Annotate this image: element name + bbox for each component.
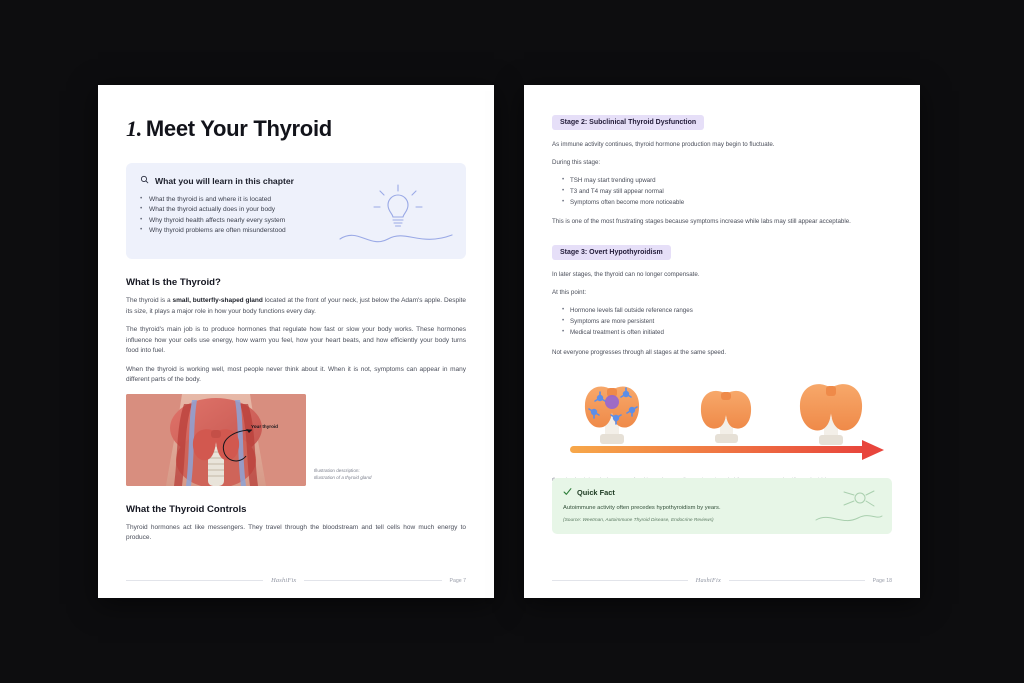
footer-rule (552, 580, 688, 581)
paragraph: The thyroid is a small, butterfly-shaped gland located at the front of your neck, just below the Adam's apple. Despite its size, it plays a major role in how your body functions every day. (126, 297, 467, 315)
list-item: • TSH may start trending upward (562, 176, 892, 187)
page-right-content (524, 85, 920, 598)
paragraph: Not everyone progresses through all stages at the same speed. (552, 348, 727, 356)
list-item: • Why thyroid health affects nearly every system (140, 216, 452, 226)
paragraph: The thyroid's main job is to produce hormones that regulate how fast or slow your body works. These hormones influence how your cells use energy, how warm you feel, how your heart beats, and how efficiently your body turns food into fuel. (126, 326, 466, 355)
callout-your-thyroid: Your thyroid (251, 423, 278, 429)
paragraph: In later stages, the thyroid can no longer compensate. (552, 271, 700, 279)
section-heading-what-the-thyroid-controls: What the Thyroid Controls (126, 503, 247, 515)
three-stages-figure (552, 370, 892, 466)
document-page-left (98, 85, 494, 598)
search-icon (140, 175, 149, 186)
footer-page-number: Page 7 (449, 577, 466, 584)
paragraph: During this stage: (552, 158, 601, 166)
lightbulb-illustration (336, 177, 456, 255)
chapter-title-text: Meet Your Thyroid (145, 116, 332, 141)
list-item: • T3 and T4 may still appear normal (562, 187, 892, 198)
list-item: • What the thyroid is and where it is located (140, 195, 452, 205)
figure-caption-label: Illustration description: (314, 468, 360, 474)
footer-rule (126, 580, 263, 581)
check-icon (563, 487, 572, 498)
quick-fact-title: Quick Fact (577, 487, 615, 497)
chapter-number: 1. (126, 116, 142, 141)
stage-tag-2: Stage 2: Subclinical Thyroid Dysfunction (552, 115, 704, 130)
paragraph: When the thyroid is working well, most people never think about it. When it is not, symptoms can appear in many different parts of the body. (126, 365, 466, 384)
footer-rule (729, 580, 865, 581)
list-item: • Why thyroid problems are often misunderstood (140, 226, 452, 236)
paragraph: Thyroid hormones act like messengers. They travel through the bloodstream and tell cells how much energy to produce. (126, 523, 466, 542)
footer-brand: HashiFix (695, 577, 722, 584)
footer-rule (304, 580, 441, 581)
stage-2-list (552, 176, 892, 209)
paragraph-emphasis: small, butterfly-shaped gland (172, 297, 263, 305)
footer-page-number: Page 18 (872, 577, 892, 584)
list-item: • Symptoms are more persistent (562, 317, 892, 328)
footer-right (552, 577, 892, 584)
paragraph: At this point: (552, 289, 587, 297)
section-heading-what-is-the-thyroid: What Is the Thyroid? (126, 277, 221, 289)
doodle-illustration (814, 486, 884, 530)
paragraph: As immune activity continues, thyroid hormone production may begin to fluctuate. (552, 141, 775, 148)
learn-box-heading-text: What you will learn in this chapter (155, 175, 294, 186)
what-you-will-learn-box (126, 163, 466, 259)
quick-fact-source: (Source: Weetman, Autoimmune Thyroid Disease, Endocrine Reviews) (563, 517, 714, 523)
stage-3-list (552, 306, 892, 339)
footer-brand: HashiFix (271, 577, 297, 584)
list-item: • Medical treatment is often initiated (562, 328, 892, 339)
callout-leader-line (214, 422, 274, 468)
list-item: • Symptoms often become more noticeable (562, 198, 892, 209)
thyroid-anatomy-figure (126, 394, 466, 486)
document-page-right (524, 85, 920, 598)
footer-left (126, 577, 466, 584)
figure-caption-text: Illustration of a thyroid gland (314, 474, 372, 480)
list-item: • Hormone levels fall outside reference ranges (562, 306, 892, 317)
figure-caption (314, 468, 371, 482)
stage-tag-3: Stage 3: Overt Hypothyroidism (552, 245, 671, 260)
page-left-content (98, 85, 494, 598)
quick-fact-box (552, 478, 892, 534)
quick-fact-body: Autoimmune activity often precedes hypothyroidism by years. (563, 504, 721, 511)
paragraph: This is one of the most frustrating stages because symptoms increase while labs may still appear acceptable. (552, 218, 851, 226)
three-stages-illustration (552, 370, 892, 466)
list-item: • What the thyroid actually does in your body (140, 205, 452, 215)
page-title (126, 117, 466, 141)
